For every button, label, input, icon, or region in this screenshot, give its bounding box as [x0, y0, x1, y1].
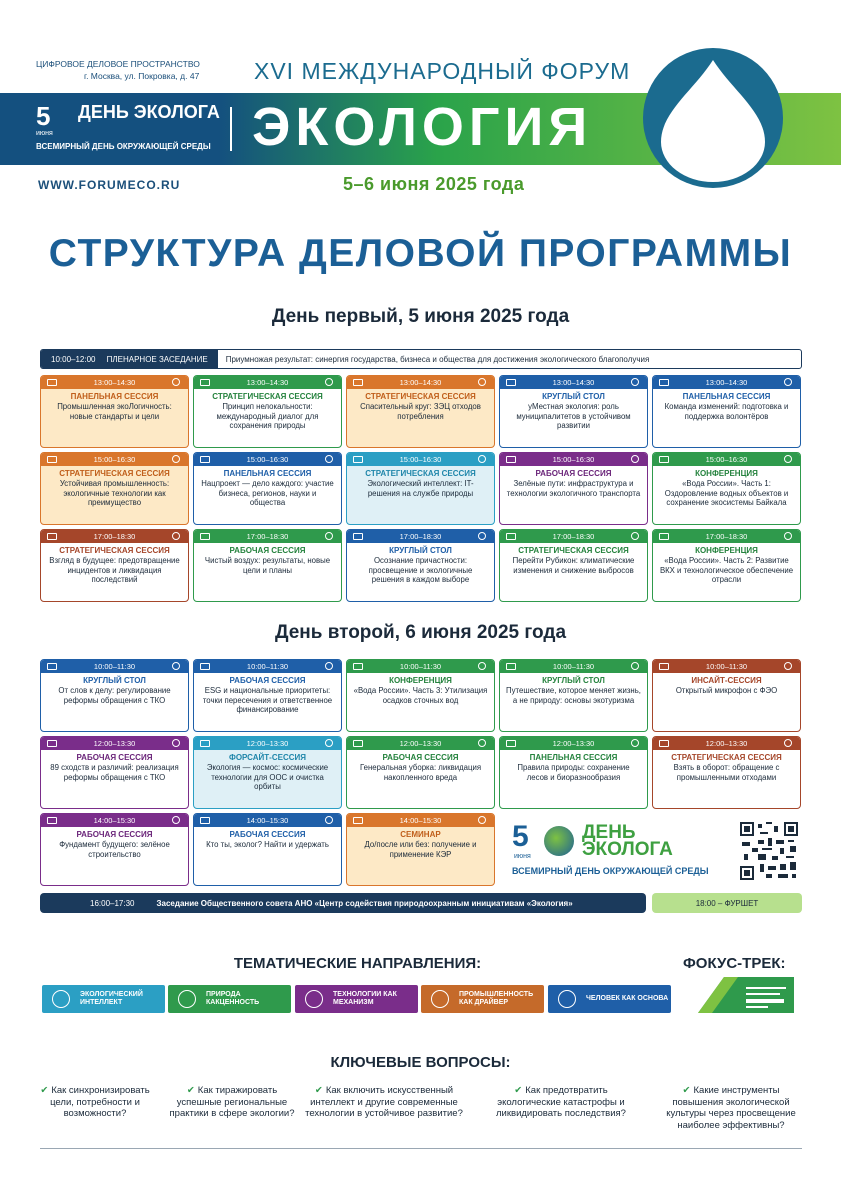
- question-text: Как предотвратить экологические катастрофы и ликвидировать последствия?: [496, 1085, 626, 1119]
- question-item: [304, 1085, 464, 1120]
- council-time: 16:00–17:30: [90, 898, 135, 908]
- plenary-bar: [40, 349, 802, 369]
- session-header: [347, 376, 494, 389]
- session-description: До/после или без: получение и применение КЭР: [364, 840, 477, 859]
- thematic-icon: [431, 990, 449, 1008]
- session-description: Перейти Рубикон: климатические изменения и снижение выбросов: [512, 556, 635, 575]
- session-time: 15:00–16:30: [246, 455, 289, 464]
- session-description: Команда изменений: подготовка и поддержка волонтёров: [664, 402, 789, 421]
- session-topic-icon: [172, 532, 180, 540]
- plenary-text: Приумножая результат: синергия государства, бизнеса и общества для достижения экологического благополучия: [225, 354, 650, 364]
- session-type: РАБОЧАЯ СЕССИЯ: [535, 469, 612, 478]
- session-header: [347, 737, 494, 750]
- session-time: 10:00–11:30: [246, 662, 289, 671]
- logo2-number: 5: [512, 820, 529, 853]
- focus-track-logo-icon: [694, 975, 798, 1017]
- venue-address: г. Москва, ул. Покровка, д. 47: [84, 71, 200, 81]
- forum-title: XVI МЕЖДУНАРОДНЫЙ ФОРУМ: [254, 58, 631, 84]
- session-header: [653, 660, 800, 673]
- session-type: КРУГЛЫЙ СТОЛ: [542, 392, 605, 401]
- session-topic-icon: [478, 378, 486, 386]
- session-description: уМестная экология: роль муниципалитетов в устойчивом развитии: [516, 402, 631, 430]
- session-screen-icon: [200, 740, 210, 747]
- session-card[interactable]: [40, 813, 189, 886]
- session-topic-icon: [784, 532, 792, 540]
- session-topic-icon: [172, 739, 180, 747]
- session-type: КРУГЛЫЙ СТОЛ: [83, 676, 146, 685]
- session-topic-icon: [325, 739, 333, 747]
- session-screen-icon: [47, 663, 57, 670]
- session-screen-icon: [200, 379, 210, 386]
- session-description: Зелёные пути: инфраструктура и технологии экологичного транспорта: [506, 479, 641, 498]
- session-card[interactable]: [193, 375, 342, 448]
- session-time: 15:00–16:30: [705, 455, 748, 464]
- session-description: «Вода России». Часть 3: Утилизация осадков сточных вод: [353, 686, 488, 705]
- session-card[interactable]: [499, 452, 648, 525]
- session-topic-icon: [478, 532, 486, 540]
- session-type: РАБОЧАЯ СЕССИЯ: [382, 753, 459, 762]
- session-time: 12:00–13:30: [552, 739, 595, 748]
- session-screen-icon: [47, 740, 57, 747]
- session-type: КОНФЕРЕНЦИЯ: [389, 676, 452, 685]
- session-screen-icon: [659, 533, 669, 540]
- session-screen-icon: [506, 456, 516, 463]
- session-topic-icon: [478, 662, 486, 670]
- thematic-item: [168, 985, 291, 1013]
- session-header: [653, 737, 800, 750]
- session-card[interactable]: [652, 375, 801, 448]
- session-card[interactable]: [652, 659, 801, 732]
- session-type: ФОРСАЙТ-СЕССИЯ: [228, 753, 306, 762]
- session-type: РАБОЧАЯ СЕССИЯ: [229, 546, 306, 555]
- session-topic-icon: [478, 739, 486, 747]
- session-topic-icon: [172, 455, 180, 463]
- qr-code-icon[interactable]: [740, 822, 798, 880]
- session-screen-icon: [659, 663, 669, 670]
- session-screen-icon: [47, 379, 57, 386]
- session-type: ПАНЕЛЬНАЯ СЕССИЯ: [682, 392, 771, 401]
- session-screen-icon: [506, 663, 516, 670]
- session-header: [500, 530, 647, 543]
- thematic-label: ПРОМЫШЛЕННОСТЬ КАК ДРАЙВЕР: [459, 991, 534, 1006]
- thematic-icon: [305, 990, 323, 1008]
- logo2-june: июня: [514, 853, 531, 860]
- session-topic-icon: [325, 532, 333, 540]
- session-time: 10:00–11:30: [93, 662, 136, 671]
- session-card[interactable]: [193, 659, 342, 732]
- session-screen-icon: [200, 456, 210, 463]
- session-header: [500, 737, 647, 750]
- focus-track-title: ФОКУС-ТРЕК:: [683, 955, 786, 972]
- session-card[interactable]: [652, 529, 801, 602]
- session-time: 10:00–11:30: [552, 662, 595, 671]
- thematic-label: ЧЕЛОВЕК КАК ОСНОВА: [586, 995, 669, 1002]
- session-card[interactable]: [40, 375, 189, 448]
- session-description: Правила природы: сохранение лесов и биоразнообразия: [517, 763, 630, 782]
- session-description: ESG и национальные приоритеты: точки пересечения и ответственное финансирование: [202, 686, 333, 714]
- thematic-label: ЭКОЛОГИЧЕСКИЙ ИНТЕЛЛЕКТ: [80, 991, 143, 1006]
- session-type: ПАНЕЛЬНАЯ СЕССИЯ: [70, 392, 159, 401]
- question-text: Как тиражировать успешные региональные практики в сфере экологии?: [169, 1085, 295, 1119]
- session-time: 13:00–14:30: [705, 378, 748, 387]
- session-time: 17:00–18:30: [93, 532, 136, 541]
- session-header: [41, 737, 188, 750]
- plenary-label-block: [41, 350, 218, 368]
- session-screen-icon: [47, 817, 57, 824]
- questions-title: КЛЮЧЕВЫЕ ВОПРОСЫ:: [330, 1054, 511, 1071]
- thematic-icon: [558, 990, 576, 1008]
- session-screen-icon: [506, 740, 516, 747]
- session-type: СТРАТЕГИЧЕСКАЯ СЕССИЯ: [365, 392, 476, 401]
- thematic-icon: [178, 990, 196, 1008]
- session-type: РАБОЧАЯ СЕССИЯ: [76, 753, 153, 762]
- session-card[interactable]: [346, 529, 495, 602]
- session-description: Промышленная экоЛогичность: новые стандарты и цели: [57, 402, 172, 421]
- session-time: 12:00–13:30: [93, 739, 136, 748]
- session-type: КОНФЕРЕНЦИЯ: [695, 546, 758, 555]
- session-screen-icon: [659, 456, 669, 463]
- session-header: [500, 376, 647, 389]
- session-card[interactable]: [346, 736, 495, 809]
- session-topic-icon: [631, 455, 639, 463]
- session-header: [347, 660, 494, 673]
- buffet-bar: 18:00 – ФУРШЕТ: [652, 893, 802, 913]
- session-type: СТРАТЕГИЧЕСКАЯ СЕССИЯ: [671, 753, 782, 762]
- session-description: Спасительный круг: ЗЭЦ отходов потребления: [360, 402, 481, 421]
- session-topic-icon: [172, 816, 180, 824]
- globe-icon: [544, 826, 574, 856]
- session-card[interactable]: [346, 375, 495, 448]
- logo-number: 5: [36, 101, 51, 131]
- council-text: Заседание Общественного совета АНО «Центр содействия природоохранным инициативам «Экология»: [156, 898, 573, 908]
- session-card[interactable]: [193, 813, 342, 886]
- session-type: СТРАТЕГИЧЕСКАЯ СЕССИЯ: [518, 546, 629, 555]
- session-screen-icon: [659, 740, 669, 747]
- session-type: СЕМИНАР: [400, 830, 441, 839]
- check-icon: ✔: [314, 1085, 323, 1096]
- session-time: 13:00–14:30: [399, 378, 442, 387]
- session-description: 89 сходств и различий: реализация реформы обращения с ТКО: [50, 763, 179, 782]
- thematic-title: ТЕМАТИЧЕСКИЕ НАПРАВЛЕНИЯ:: [233, 955, 482, 972]
- session-description: «Вода России». Часть 1: Оздоровление водных объектов и сохранение экосистемы Байкала: [664, 479, 789, 507]
- session-screen-icon: [200, 663, 210, 670]
- session-header: [194, 453, 341, 466]
- session-description: Кто ты, эколог? Найти и удержать: [206, 840, 329, 849]
- session-description: Нацпроект — дело каждого: участие бизнеса, регионов, науки и общества: [201, 479, 334, 507]
- session-card[interactable]: [40, 659, 189, 732]
- logo-june: июня: [36, 130, 53, 137]
- session-type: РАБОЧАЯ СЕССИЯ: [229, 830, 306, 839]
- session-time: 15:00–16:30: [552, 455, 595, 464]
- session-description: От слов к делу: регулирование реформы обращения с ТКО: [58, 686, 171, 705]
- session-description: Принцип нелокальности: международный диалог для сохранения природы: [216, 402, 319, 430]
- question-item: [167, 1085, 297, 1120]
- session-type: ПАНЕЛЬНАЯ СЕССИЯ: [529, 753, 618, 762]
- thematic-item: [548, 985, 671, 1013]
- session-card[interactable]: [346, 813, 495, 886]
- session-type: ИНСАЙТ-СЕССИЯ: [691, 676, 762, 685]
- session-type: СТРАТЕГИЧЕСКАЯ СЕССИЯ: [212, 392, 323, 401]
- session-card[interactable]: [193, 529, 342, 602]
- page-title: СТРУКТУРА ДЕЛОВОЙ ПРОГРАММЫ: [48, 232, 793, 275]
- session-topic-icon: [784, 378, 792, 386]
- session-card[interactable]: [193, 452, 342, 525]
- session-topic-icon: [325, 662, 333, 670]
- session-header: [194, 814, 341, 827]
- session-topic-icon: [172, 662, 180, 670]
- session-description: Открытый микрофон с ФЭО: [675, 686, 778, 695]
- session-topic-icon: [478, 455, 486, 463]
- session-description: Генеральная уборка: ликвидация накопленного вреда: [359, 763, 482, 782]
- session-description: Экология — космос: космические технологии для ООС и очистка орбиты: [206, 763, 329, 791]
- day1-title: День первый, 5 июня 2025 года: [271, 306, 570, 327]
- thematic-label: ПРИРОДА КАКЦЕННОСТЬ: [206, 991, 260, 1006]
- session-time: 17:00–18:30: [705, 532, 748, 541]
- session-time: 12:00–13:30: [705, 739, 748, 748]
- logo2-subtitle: ВСЕМИРНЫЙ ДЕНЬ ОКРУЖАЮЩЕЙ СРЕДЫ: [512, 866, 709, 876]
- check-icon: ✔: [40, 1085, 49, 1096]
- session-screen-icon: [353, 817, 363, 824]
- thematic-item: [42, 985, 165, 1013]
- session-screen-icon: [353, 456, 363, 463]
- session-header: [347, 530, 494, 543]
- session-topic-icon: [784, 662, 792, 670]
- session-screen-icon: [353, 663, 363, 670]
- website-link[interactable]: WWW.FORUMECO.RU: [38, 178, 181, 192]
- session-time: 14:00–15:30: [399, 816, 442, 825]
- session-description: Устойчивая промышленность: экологичные технологии как преимущество: [59, 479, 170, 507]
- session-topic-icon: [325, 378, 333, 386]
- question-item: [40, 1085, 150, 1120]
- session-time: 12:00–13:30: [246, 739, 289, 748]
- session-time: 17:00–18:30: [246, 532, 289, 541]
- session-screen-icon: [353, 740, 363, 747]
- session-topic-icon: [631, 378, 639, 386]
- session-description: Взгляд в будущее: предотвращение инцидентов и ликвидация последствий: [49, 556, 180, 584]
- session-header: [41, 376, 188, 389]
- venue-info: [36, 58, 200, 82]
- session-type: КРУГЛЫЙ СТОЛ: [389, 546, 452, 555]
- session-screen-icon: [659, 379, 669, 386]
- session-card[interactable]: [40, 452, 189, 525]
- session-time: 13:00–14:30: [93, 378, 136, 387]
- session-screen-icon: [506, 379, 516, 386]
- forum-dates: 5–6 июня 2025 года: [343, 174, 525, 194]
- session-card[interactable]: [499, 529, 648, 602]
- question-text: Какие инструменты повышения экологической культуры через просвещение наиболее эффективны?: [666, 1085, 796, 1131]
- session-type: СТРАТЕГИЧЕСКАЯ СЕССИЯ: [59, 469, 170, 478]
- session-description: Взять в оборот: обращение с промышленными отходами: [673, 763, 780, 782]
- session-card[interactable]: [652, 452, 801, 525]
- session-header: [653, 453, 800, 466]
- session-screen-icon: [47, 533, 57, 540]
- session-header: [194, 376, 341, 389]
- session-header: [41, 660, 188, 673]
- session-header: [194, 660, 341, 673]
- session-screen-icon: [200, 533, 210, 540]
- plenary-label: ПЛЕНАРНОЕ ЗАСЕДАНИЕ: [106, 354, 208, 364]
- session-description: Осознание причастности: просвещение и экологичные решения в каждом выборе: [368, 556, 473, 584]
- session-topic-icon: [631, 662, 639, 670]
- session-time: 13:00–14:30: [552, 378, 595, 387]
- session-card[interactable]: [652, 736, 801, 809]
- thematic-item: [295, 985, 418, 1013]
- session-card[interactable]: [499, 736, 648, 809]
- session-time: 10:00–11:30: [705, 662, 748, 671]
- logo-name: ДЕНЬ ЭКОЛОГА: [78, 102, 220, 122]
- header-divider: [230, 107, 232, 151]
- question-text: Как синхронизировать цели, потребности и возможности?: [50, 1085, 150, 1119]
- plenary-time: 10:00–12:00: [51, 354, 96, 364]
- session-header: [347, 453, 494, 466]
- question-text: Как включить искусственный интеллект и другие современные технологии в устойчивое развитие?: [305, 1085, 463, 1119]
- session-card[interactable]: [499, 375, 648, 448]
- check-icon: ✔: [682, 1085, 691, 1096]
- session-time: 15:00–16:30: [93, 455, 136, 464]
- session-time: 13:00–14:30: [246, 378, 289, 387]
- session-card[interactable]: [193, 736, 342, 809]
- day2-title: День второй, 6 июня 2025 года: [274, 622, 567, 643]
- session-description: Экологический интеллект: IT-решения на службе природы: [367, 479, 474, 498]
- session-topic-icon: [172, 378, 180, 386]
- session-type: КОНФЕРЕНЦИЯ: [695, 469, 758, 478]
- session-topic-icon: [631, 739, 639, 747]
- session-screen-icon: [47, 456, 57, 463]
- session-time: 17:00–18:30: [552, 532, 595, 541]
- session-header: [653, 376, 800, 389]
- session-description: Чистый воздух: результаты, новые цели и планы: [204, 556, 331, 575]
- session-type: РАБОЧАЯ СЕССИЯ: [76, 830, 153, 839]
- session-description: «Вода России». Часть 2: Развитие ВКХ и технологическое обеспечение отрасли: [659, 556, 794, 584]
- session-topic-icon: [478, 816, 486, 824]
- question-item: [660, 1085, 802, 1131]
- session-header: [500, 660, 647, 673]
- check-icon: ✔: [186, 1085, 195, 1096]
- session-card[interactable]: [40, 736, 189, 809]
- bottom-divider: [40, 1148, 802, 1149]
- session-type: СТРАТЕГИЧЕСКАЯ СЕССИЯ: [59, 546, 170, 555]
- session-header: [194, 737, 341, 750]
- logo-subtitle: ВСЕМИРНЫЙ ДЕНЬ ОКРУЖАЮЩЕЙ СРЕДЫ: [36, 142, 211, 151]
- session-topic-icon: [631, 532, 639, 540]
- session-time: 17:00–18:30: [399, 532, 442, 541]
- check-icon: ✔: [514, 1085, 523, 1096]
- session-header: [347, 814, 494, 827]
- session-header: [500, 453, 647, 466]
- session-screen-icon: [353, 379, 363, 386]
- session-header: [41, 530, 188, 543]
- session-type: КРУГЛЫЙ СТОЛ: [542, 676, 605, 685]
- session-topic-icon: [325, 455, 333, 463]
- session-time: 10:00–11:30: [399, 662, 442, 671]
- session-description: Путешествие, которое меняет жизнь, а не природу: основы экотуризма: [506, 686, 641, 705]
- session-screen-icon: [200, 817, 210, 824]
- venue-org: ЦИФРОВОЕ ДЕЛОВОЕ ПРОСТРАНСТВО: [36, 59, 200, 69]
- session-time: 12:00–13:30: [399, 739, 442, 748]
- session-topic-icon: [325, 816, 333, 824]
- session-header: [194, 530, 341, 543]
- session-card[interactable]: [499, 659, 648, 732]
- session-description: Фундамент будущего: зелёное строительство: [59, 840, 170, 859]
- session-card[interactable]: [40, 529, 189, 602]
- day-ecologist-logo: [36, 101, 226, 157]
- session-card[interactable]: [346, 659, 495, 732]
- session-time: 14:00–15:30: [246, 816, 289, 825]
- session-type: СТРАТЕГИЧЕСКАЯ СЕССИЯ: [365, 469, 476, 478]
- session-card[interactable]: [346, 452, 495, 525]
- session-header: [41, 814, 188, 827]
- session-screen-icon: [506, 533, 516, 540]
- session-screen-icon: [353, 533, 363, 540]
- session-type: РАБОЧАЯ СЕССИЯ: [229, 676, 306, 685]
- session-topic-icon: [784, 739, 792, 747]
- thematic-icon: [52, 990, 70, 1008]
- council-bar: [40, 893, 646, 913]
- drop-logo-icon: [637, 42, 789, 194]
- thematic-label: ТЕХНОЛОГИИ КАК МЕХАНИЗМ: [333, 991, 397, 1006]
- session-header: [653, 530, 800, 543]
- session-time: 14:00–15:30: [93, 816, 136, 825]
- day-ecologist-logo-large: [512, 820, 722, 880]
- session-type: ПАНЕЛЬНАЯ СЕССИЯ: [223, 469, 312, 478]
- session-header: [41, 453, 188, 466]
- question-item: [486, 1085, 636, 1120]
- logo2-name: ДЕНЬ ЭКОЛОГА: [582, 822, 673, 860]
- session-time: 15:00–16:30: [399, 455, 442, 464]
- session-topic-icon: [784, 455, 792, 463]
- thematic-item: [421, 985, 544, 1013]
- forum-name: ЭКОЛОГИЯ: [252, 97, 593, 157]
